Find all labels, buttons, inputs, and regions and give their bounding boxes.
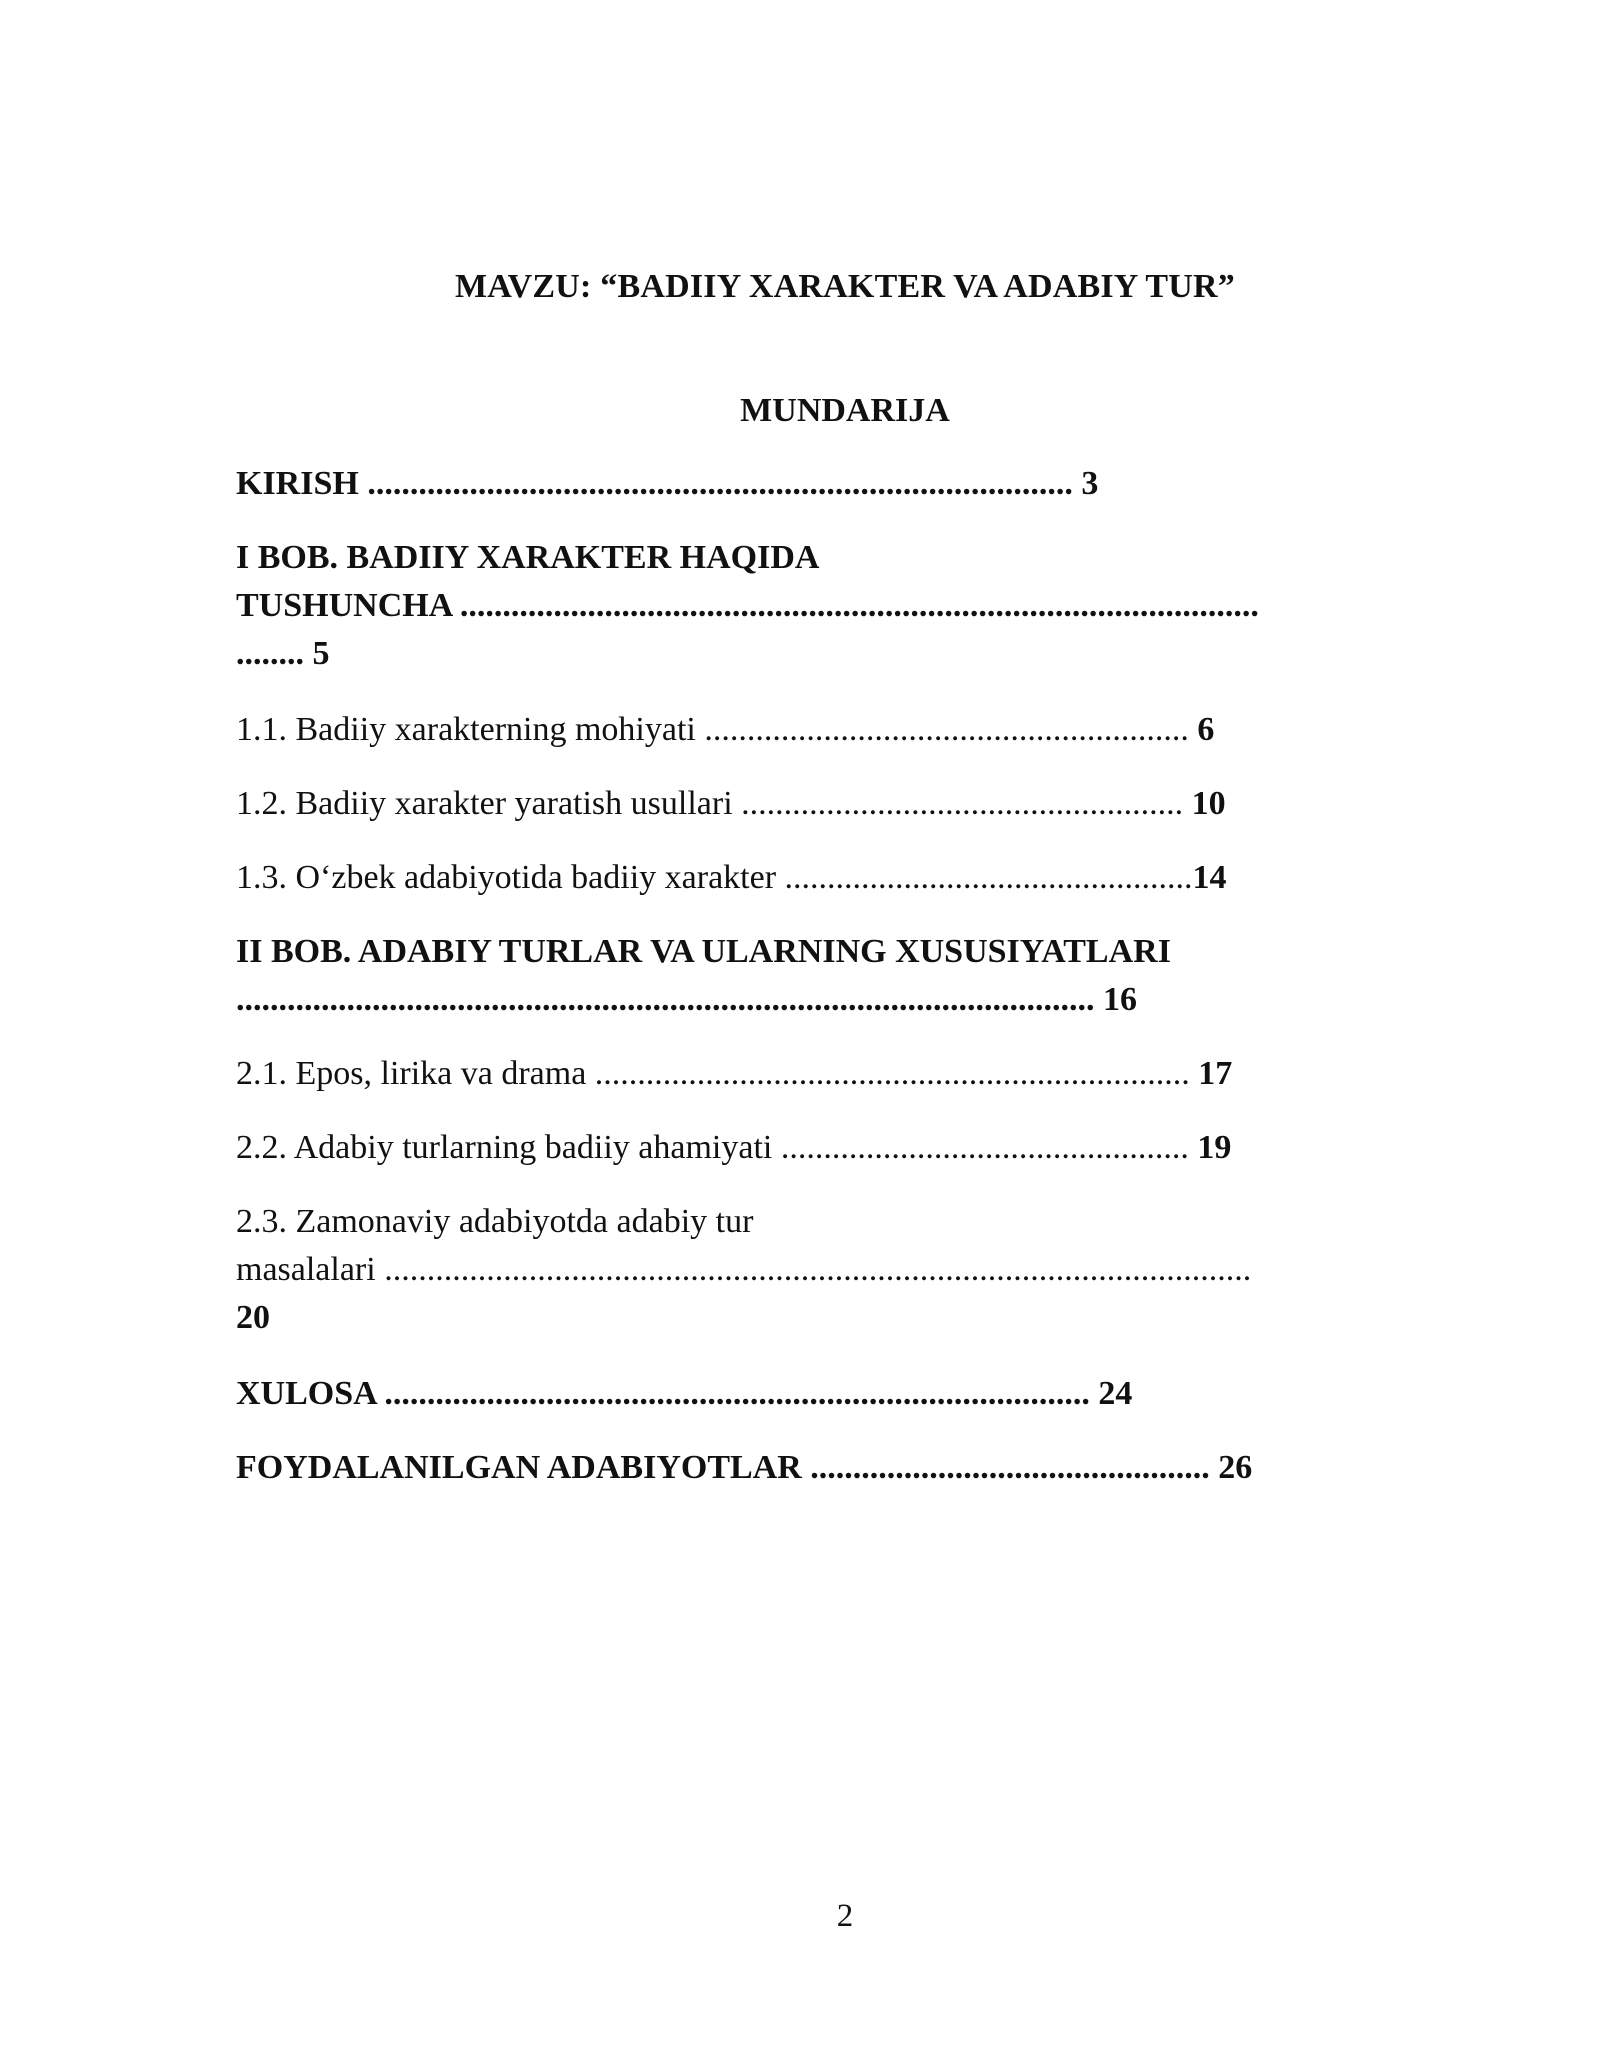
toc-entry-page: 24	[1089, 1375, 1133, 1412]
toc-entry-title-line-1: I BOB. BADIIY XARAKTER HAQIDA	[236, 539, 820, 576]
toc-entry-page: 19	[1188, 1129, 1232, 1166]
toc-entry-title-line-2: TUSHUNCHA ..............................................................................................	[236, 587, 1259, 624]
toc-entry-title: 2.1. Epos, lirika va drama	[236, 1055, 587, 1092]
toc-entry-title-line-1: 2.3. Zamonaviy adabiyotda adabiy tur	[236, 1203, 754, 1240]
toc-entry-page: 5	[304, 635, 330, 672]
toc-entry-title: FOYDALANILGAN ADABIYOTLAR	[236, 1449, 802, 1486]
toc-entry-title: 1.1. Badiiy xarakterning mohiyati	[236, 711, 696, 748]
toc-entry-leader: ......................................................................	[586, 1055, 1190, 1092]
toc-entry-leader: ................................................	[772, 1129, 1189, 1166]
toc-entry-leader: ...................................................................................	[375, 1375, 1090, 1412]
page-number: 2	[836, 1898, 854, 1934]
toc-entry-page: 20	[236, 1299, 270, 1336]
toc-entry-title: KIRISH	[236, 465, 359, 502]
toc-entry-title: 1.2. Badiiy xarakter yaratish usullari	[236, 785, 733, 822]
document-topic-title: MAVZU: “BADIIY XARAKTER VA ADABIY TUR”	[455, 268, 1235, 305]
toc-entry-kirish[interactable]	[236, 460, 1098, 508]
toc-entry-chapter-2[interactable]	[236, 928, 1171, 1024]
toc-entry-page: 16	[1094, 981, 1137, 1018]
toc-entry-title-line-1: II BOB. ADABIY TURLAR VA ULARNING XUSUSIYATLARI	[236, 933, 1171, 970]
toc-entry-leader: .....................................................................................................	[236, 981, 1095, 1018]
toc-entry-title: 2.2. Adabiy turlarning badiiy ahamiyati	[236, 1129, 773, 1166]
toc-entry-1-1[interactable]	[236, 706, 1214, 754]
toc-entry-1-2[interactable]	[236, 780, 1226, 828]
toc-entry-leader: ........	[236, 635, 304, 672]
toc-heading: MUNDARIJA	[740, 392, 950, 429]
toc-entry-leader: ................................................	[776, 859, 1193, 896]
toc-entry-chapter-1[interactable]	[236, 534, 1259, 678]
toc-entry-references[interactable]	[236, 1444, 1252, 1492]
toc-entry-page: 6	[1188, 711, 1215, 748]
toc-entry-2-3[interactable]	[236, 1198, 1251, 1342]
toc-entry-leader: ...............................................	[801, 1449, 1210, 1486]
toc-entry-1-3[interactable]	[236, 854, 1227, 902]
toc-entry-page: 17	[1189, 1055, 1233, 1092]
toc-entry-page: 3	[1072, 465, 1099, 502]
toc-entry-leader: ....................................................	[732, 785, 1184, 822]
toc-entry-title: 1.3. O‘zbek adabiyotida badiiy xarakter	[236, 859, 777, 896]
toc-entry-leader: ...................................................................................	[358, 465, 1073, 502]
toc-entry-2-1[interactable]	[236, 1050, 1232, 1098]
toc-entry-page: 14	[1192, 859, 1227, 896]
toc-entry-title-line-2: masalalari ......................................................................................................	[236, 1251, 1252, 1288]
toc-entry-page: 26	[1209, 1449, 1253, 1486]
toc-entry-xulosa[interactable]	[236, 1370, 1132, 1418]
toc-entry-title: XULOSA	[236, 1375, 376, 1412]
toc-entry-page: 10	[1183, 785, 1226, 822]
toc-entry-2-2[interactable]	[236, 1124, 1231, 1172]
toc-entry-leader: .........................................................	[695, 711, 1189, 748]
